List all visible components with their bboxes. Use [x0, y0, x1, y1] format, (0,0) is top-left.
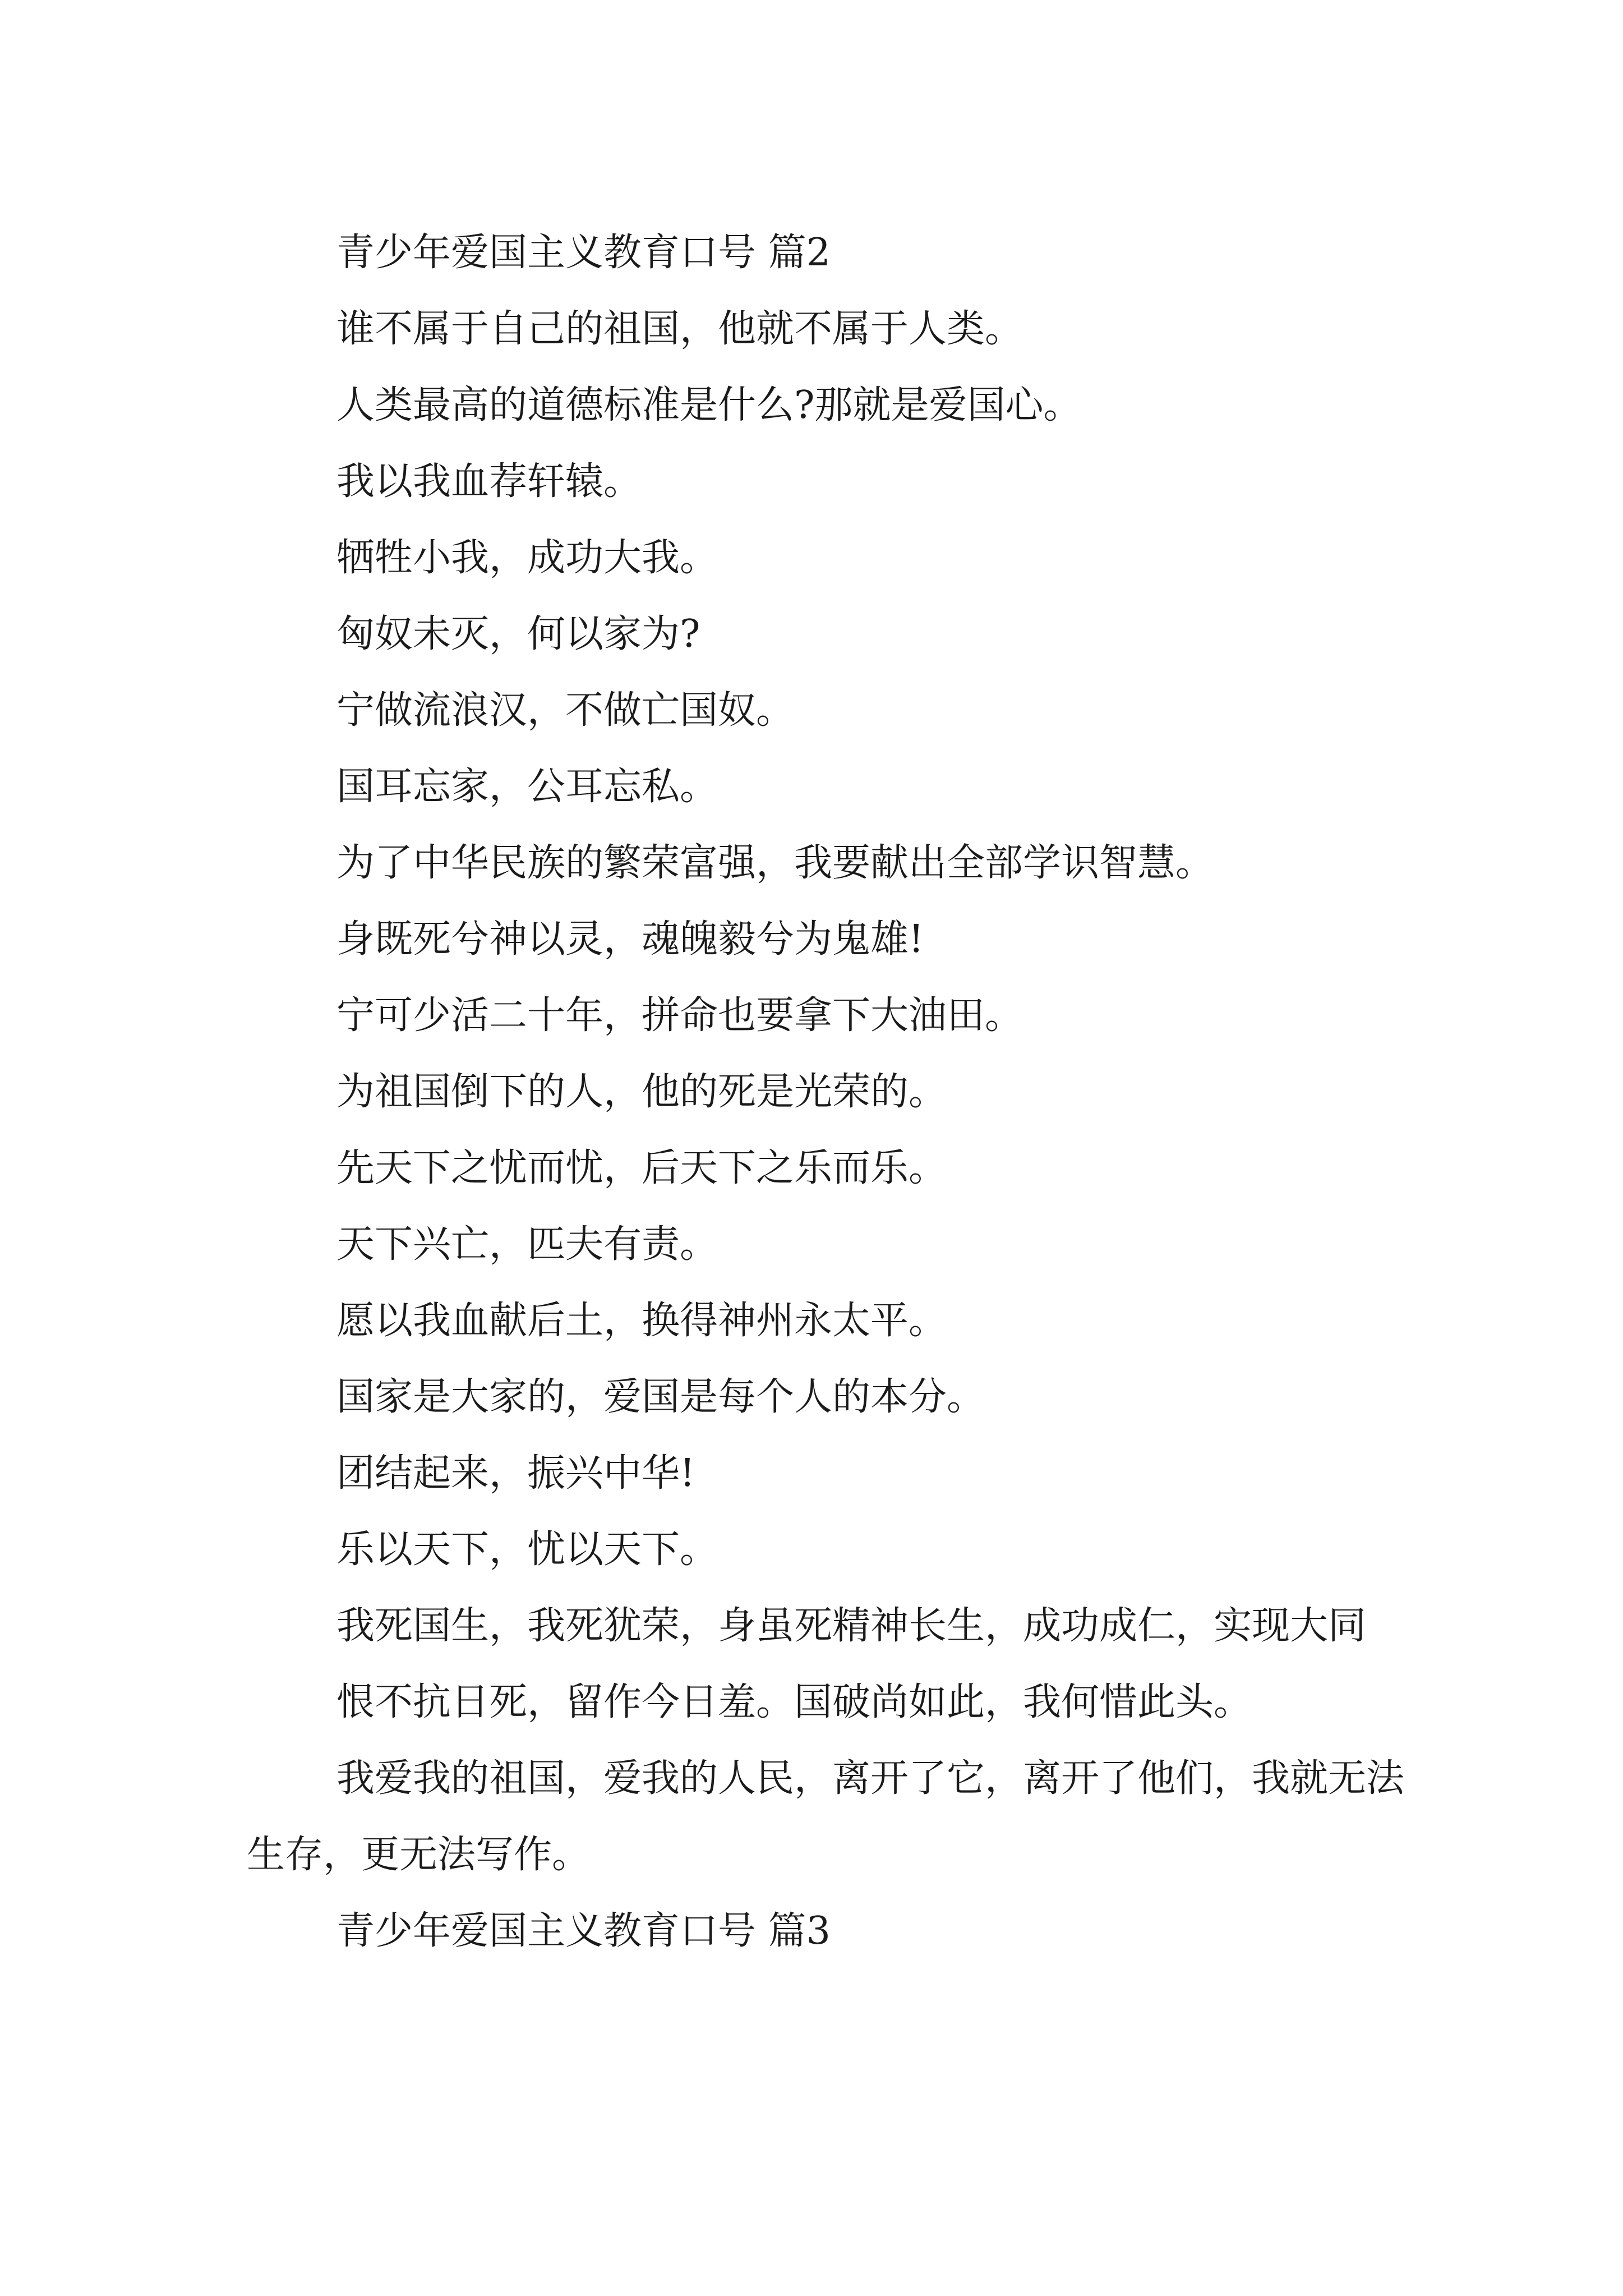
slogan-line: 乐以天下，忧以天下。: [336, 1527, 718, 1572]
slogan-line: 我死国生，我死犹荣，身虽死精神长生，成功成仁，实现大同: [336, 1604, 1367, 1648]
slogan-line: 宁可少活二十年，拼命也要拿下大油田。: [336, 993, 1023, 1038]
slogan-line: 天下兴亡，匹夫有责。: [336, 1222, 718, 1267]
slogan-line: 匈奴未灭，何以家为?: [336, 612, 700, 656]
slogan-line: 我爱我的祖国，爱我的人民，离开了它，离开了他们，我就无法生存，更无法写作。: [247, 1756, 1405, 1877]
slogan-line: 我以我血荐轩辕。: [336, 459, 642, 504]
slogan-line: 宁做流浪汉，不做亡国奴。: [336, 688, 795, 733]
slogan-line: 人类最高的道德标准是什么?那就是爱国心。: [336, 383, 1082, 427]
section-heading: 青少年爱国主义教育口号 篇3: [336, 1909, 831, 1953]
slogan-line: 国家是大家的，爱国是每个人的本分。: [336, 1375, 985, 1419]
document-body: [247, 215, 1419, 1970]
slogan-line: 愿以我血献后土，换得神州永太平。: [336, 1299, 947, 1343]
section-heading: 青少年爱国主义教育口号 篇2: [336, 231, 831, 275]
slogan-line: 国耳忘家，公耳忘私。: [336, 765, 718, 809]
slogan-line: 为祖国倒下的人，他的死是光荣的。: [336, 1070, 947, 1114]
slogan-line: 先天下之忧而忧，后天下之乐而乐。: [336, 1146, 947, 1190]
slogan-line: 谁不属于自己的祖国，他就不属于人类。: [336, 307, 1023, 351]
slogan-line: 恨不抗日死，留作今日羞。国破尚如此，我何惜此头。: [336, 1680, 1252, 1724]
slogan-line: 身既死兮神以灵，魂魄毅兮为鬼雄!: [336, 917, 924, 961]
slogan-line: 为了中华民族的繁荣富强，我要献出全部学识智慧。: [336, 841, 1214, 885]
slogan-line: 团结起来，振兴中华!: [336, 1451, 695, 1496]
slogan-line: 牺牲小我，成功大我。: [336, 536, 718, 580]
